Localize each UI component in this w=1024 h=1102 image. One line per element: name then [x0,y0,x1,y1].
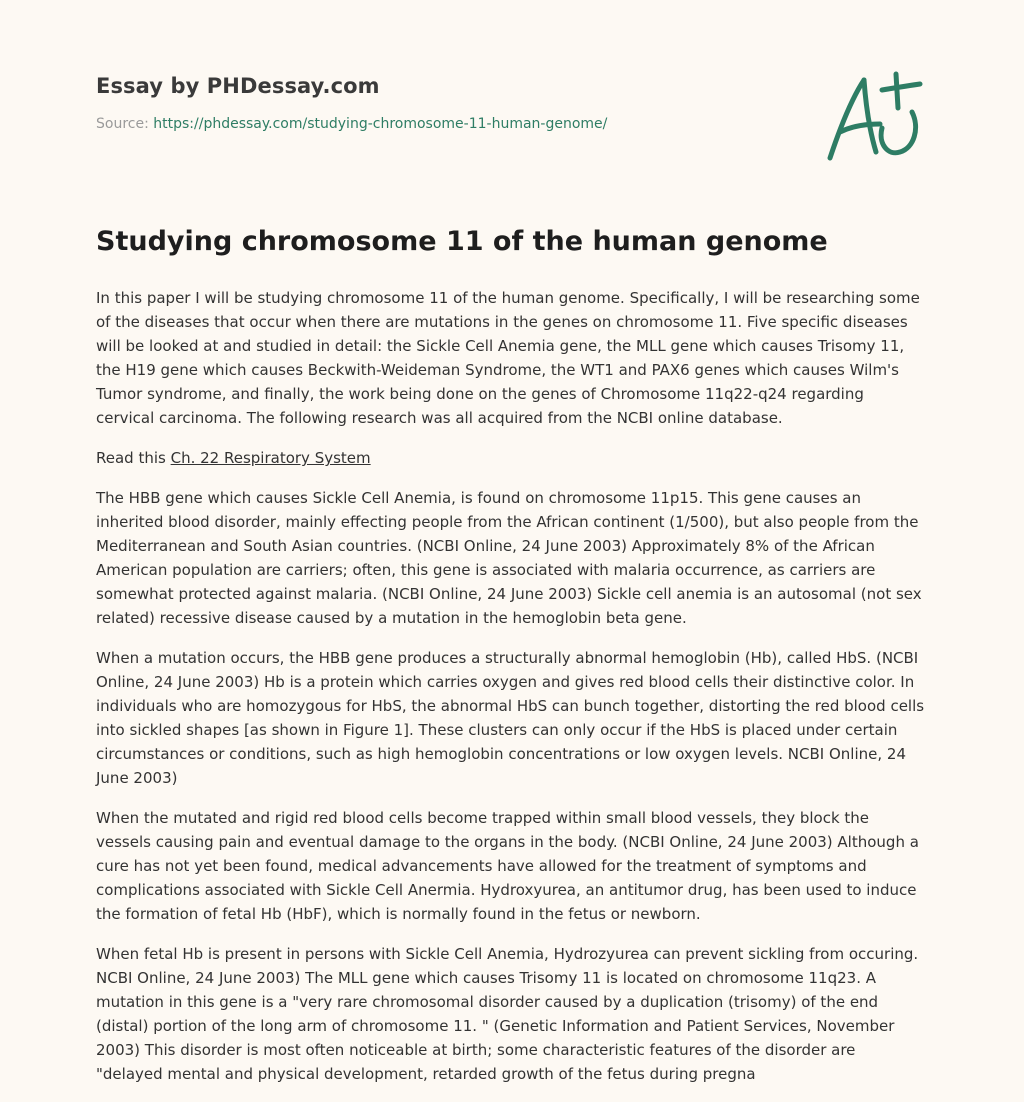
paragraph-4: When the mutated and rigid red blood cells become trapped within small blood vessels, they block the vessels causing pain and eventual damage to the organs in the body. (NCBI Online, 24 June 2003) Although a cure has not yet been found, medical advancements have allowed for the treatment of symptoms and complications associated with Sickle Cell Anermia. Hydroxyurea, an antitumor drug, has been used to induce the formation of fetal Hb (HbF), which is normally found in the fetus or newborn. [96,809,919,923]
paragraph-1: In this paper I will be studying chromosome 11 of the human genome. Specifically, I will be researching some of the diseases that occur when there are mutations in the genes on chromosome 11. Five specific diseases will be looked at and studied in detail: the Sickle Cell Anemia gene, the MLL gene which causes Trisomy 11, the H19 gene which causes Beckwith-Weideman Syndrome, the WT1 and PAX6 genes which causes Wilm's Tumor syndrome, and finally, the work being done on the genes of Chromosome 11q22-q24 regarding cervical carcinoma. The following research was all acquired from the NCBI online database. [96,289,920,427]
paragraph-5: When fetal Hb is present in persons with Sickle Cell Anemia, Hydrozyurea can prevent sickling from occuring. NCBI Online, 24 June 2003) The MLL gene which causes Trisomy 11 is located on chromosome 11q23. A mutation in this gene is a "very rare chromosomal disorder caused by a duplication (trisomy) of the end (distal) portion of the long arm of chromosome 11. " (Genetic Information and Patient Services, November 2003) This disorder is most often noticeable at birth; some characteristic features of the disorder are "delayed mental and physical development, retarded growth of the fetus during pregna [96,945,919,1083]
paragraph-2: The HBB gene which causes Sickle Cell Anemia, is found on chromosome 11p15. This gene causes an inherited blood disorder, mainly effecting people from the African continent (1/500), but also people from the Mediterranean and South Asian countries. (NCBI Online, 24 June 2003) Approximately 8% of the African American population are carriers; often, this gene is associated with malaria occurrence, as carriers are somewhat protected against malaria. (NCBI Online, 24 June 2003) Sickle cell anemia is an autosomal (not sex related) recessive disease caused by a mutation in the hemoglobin beta gene. [96,489,922,627]
essay-title: Studying chromosome 11 of the human genome [96,226,828,257]
read-prefix: Read this [96,449,171,467]
read-this-line [96,446,926,470]
source-link[interactable]: https://phdessay.com/studying-chromosome-11-human-genome/ [153,116,608,132]
essay-header [96,74,916,132]
source-label: Source: [96,116,154,132]
source-line [96,116,916,132]
essay-body [96,286,926,1102]
paragraph-3: When a mutation occurs, the HBB gene produces a structurally abnormal hemoglobin (Hb), called HbS. (NCBI Online, 24 June 2003) Hb is a protein which carries oxygen and gives red blood cells their distinctive color. In individuals who are homozygous for HbS, the abnormal HbS can bunch together, distorting the red blood cells into sickled shapes [as shown in Figure 1]. These clusters can only occur if the HbS is placed under certain circumstances or conditions, such as high hemoglobin concentrations or low oxygen levels. NCBI Online, 24 June 2003) [96,649,925,787]
read-link[interactable]: Ch. 22 Respiratory System [170,449,371,467]
a-plus-logo-icon [820,68,930,168]
brand-title: Essay by PHDessay.com [96,74,380,98]
